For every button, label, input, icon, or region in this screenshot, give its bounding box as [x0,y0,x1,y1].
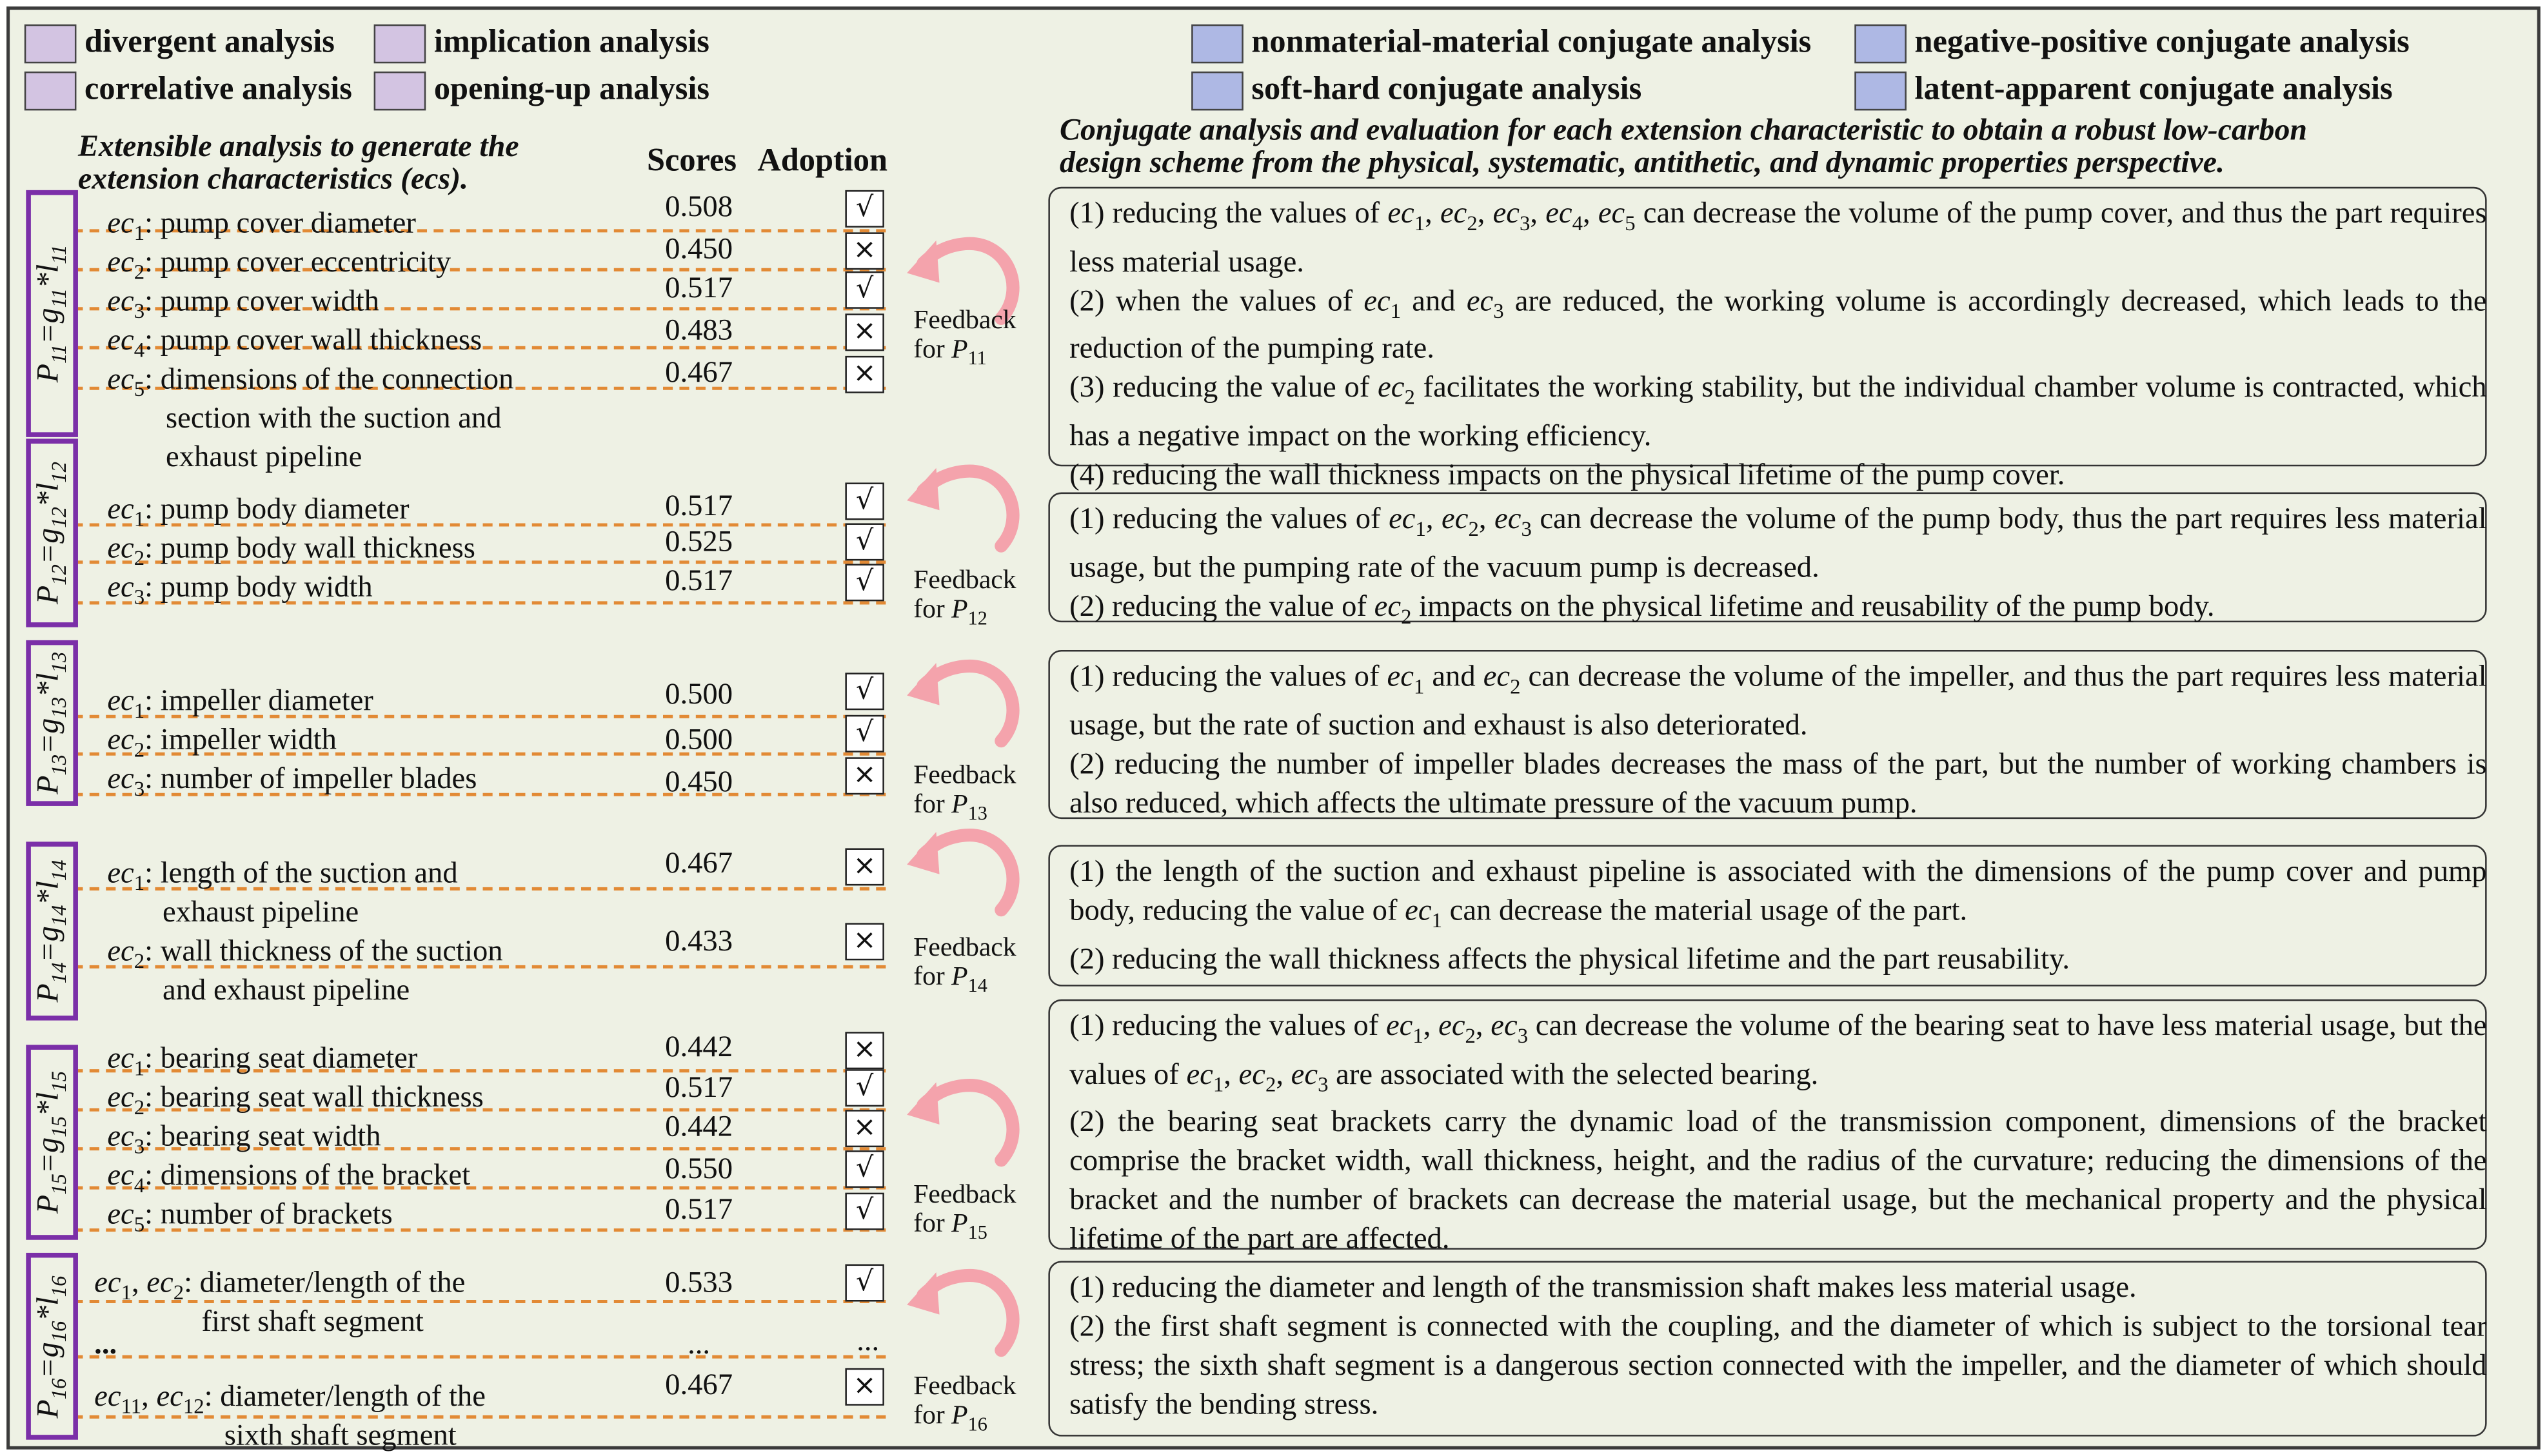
group-5-score: 0.517 [665,1072,733,1105]
group-1-ec-item: $ec_4$: pump cover wall thickness [107,325,482,362]
group-6-evaluation-text [1069,1269,2486,1425]
adoption-check-icon[interactable]: √ [845,482,884,520]
group-5-score: 0.517 [665,1194,733,1227]
group-4-feedback-target: for $P_{14}$ [913,960,987,997]
adoption-check-icon[interactable]: √ [845,673,884,710]
adoption-check-icon[interactable]: √ [845,715,884,753]
evaluation-point: (2) reducing the value of $ec_2$ impacts on the physical lifetime and reusability of the pump body. [1069,591,2215,628]
adoption-cross-icon[interactable]: × [845,1032,884,1069]
evaluation-point: (1) the length of the suction and exhaust pipeline is associated with the dimensions of the pump cover and pump body, reducing the value of $ec_1$ can decrease the material usage of the part. [1069,856,2487,932]
group-1-score: 0.467 [665,357,733,390]
group-6-ec-item: ... [94,1329,117,1362]
group-6-feedback-target: for $P_{16}$ [913,1399,987,1435]
evaluation-point: (1) reducing the values of $ec_1$, $ec_2$, $ec_3$ can decrease the volume of the pump body, thus the part requires less material usage, but the pumping rate of the vacuum pump is decreased. [1069,504,2487,585]
evaluation-point: (3) reducing the value of $ec_2$ facilitates the working stability, but the individual chamber volume is contracted, which has a negative impact on the working efficiency. [1069,373,2487,454]
group-2-ec-item: $ec_1$: pump body diameter [107,494,410,531]
group-6-score: 0.533 [665,1267,733,1300]
right-header-line2: design scheme from the physical, systematic, antithetic, and dynamic properties perspective. [1060,146,2225,181]
group-5-ec-item: $ec_3$: bearing seat width [107,1121,381,1158]
group-5-ec-item: $ec_1$: bearing seat diameter [107,1043,418,1081]
legend-swatch-soft-hard [1191,72,1244,110]
group-5-score: 0.442 [665,1111,733,1145]
legend-soft-hard: soft-hard conjugate analysis [1251,71,1642,108]
evaluation-point: (2) when the values of $ec_1$ and $ec_3$ are reduced, the working volume is accordingly decreased, which leads to the reduction of the pumping rate. [1069,285,2487,366]
legend-correlative: correlative analysis [84,71,352,108]
group-3-ec-item: $ec_1$: impeller diameter [107,685,373,723]
group-3-ec-item: $ec_3$: number of impeller blades [107,763,477,801]
group-5-product-box [26,1045,78,1239]
group-4-score: 0.433 [665,926,733,959]
group-5-ec-item: $ec_5$: number of brackets [107,1199,393,1236]
group-1-feedback-target: for $P_{11}$ [913,333,987,369]
group-1-score: 0.517 [665,273,733,306]
group-1-score: 0.450 [665,233,733,267]
group-4-evaluation-box [1048,845,2486,986]
group-1-product-box [26,190,78,437]
group-4-ec-item: $ec_1$: length of the suction and [107,858,458,895]
group-4-score: 0.467 [665,848,733,881]
group-1-score: 0.508 [665,192,733,224]
group-1-ec-item-continuation: exhaust pipeline [166,442,362,475]
group-5-feedback-target: for $P_{15}$ [913,1207,987,1244]
evaluation-point: (2) reducing the wall thickness affects the physical lifetime and the part reusability. [1069,943,2070,976]
evaluation-point: (1) reducing the diameter and length of the transmission shaft makes less material usage. [1069,1272,2137,1305]
group-4-feedback-label: Feedback [913,930,1016,962]
legend-swatch-negative-positive [1854,25,1907,63]
adoption-check-icon[interactable]: √ [845,523,884,560]
group-5-score: 0.442 [665,1032,733,1065]
legend-swatch-implication [374,25,426,63]
left-header-line2: extension characteristics (ecs). [77,162,469,197]
left-header-line1: Extensible analysis to generate the [77,130,519,164]
legend-nonmaterial-material: nonmaterial-material conjugate analysis [1251,24,1812,61]
group-5-product-label: $P_{15}=g_{15}*l_{15}$ [32,1071,71,1214]
group-5-score: 0.550 [665,1154,733,1186]
group-5-ec-item: $ec_4$: dimensions of the bracket [107,1160,471,1197]
group-1-score: 0.483 [665,315,733,348]
group-6-score: 0.467 [665,1370,733,1402]
group-2-evaluation-box [1048,493,2487,628]
group-2-ec-item: $ec_3$: pump body width [107,572,373,609]
group-4-ec-item: $ec_2$: wall thickness of the suction [107,936,503,973]
adoption-cross-icon[interactable]: × [845,848,884,885]
group-1-ec-item: $ec_2$: pump cover eccentricity [107,247,451,284]
adoption-cross-icon[interactable]: × [845,313,884,351]
group-4-evaluation-text [1069,853,2486,979]
group-3-product-box [26,640,78,806]
group-1-ec-item: $ec_3$: pump cover width [107,286,379,323]
group-4-product-box [26,841,78,1020]
group-2-score: 0.525 [665,526,733,559]
legend-swatch-divergent [25,25,77,63]
group-5-evaluation-text [1069,1007,2486,1260]
legend-latent-apparent: latent-apparent conjugate analysis [1914,71,2393,108]
legend-implication: implication analysis [433,24,709,61]
legend-swatch-correlative [25,72,77,110]
group-3-feedback-label: Feedback [913,758,1016,790]
group-6-product-label: $P_{16}=g_{16}*l_{16}$ [32,1275,71,1418]
group-6-adoption-ellipsis: ... [857,1326,880,1359]
group-6-score: ... [688,1329,711,1362]
group-6-ec-item-continuation: first shaft segment [201,1306,424,1339]
group-4-feedback-arrow-icon [904,825,1034,923]
group-3-evaluation-text [1069,658,2486,823]
group-6-ec-item-continuation: sixth shaft segment [224,1420,457,1453]
group-3-score: 0.500 [665,679,733,712]
adoption-check-icon[interactable]: √ [845,1150,884,1188]
group-1-evaluation-text [1069,195,2486,495]
group-2-feedback-target: for $P_{12}$ [913,593,987,629]
adoption-check-icon[interactable]: √ [845,271,884,309]
evaluation-point: (1) reducing the values of $ec_1$, $ec_2$, $ec_3$, $ec_4$, $ec_5$ can decrease the volume of the pump cover, and thus the part requires less material usage. [1069,198,2487,279]
evaluation-point: (4) reducing the wall thickness impacts on the physical lifetime of the pump cover. [1069,460,2065,493]
group-6-feedback-arrow-icon [904,1266,1034,1363]
scores-header: Scores [646,143,737,179]
group-2-evaluation-text [1069,500,2486,636]
group-6-feedback-label: Feedback [913,1370,1016,1401]
group-5-feedback-arrow-icon [904,1076,1034,1173]
group-1-evaluation-box [1048,187,2487,493]
group-5-feedback-label: Feedback [913,1178,1016,1209]
group-6-product-box [26,1253,78,1440]
legend-swatch-latent-apparent [1854,72,1907,110]
adoption-cross-icon[interactable]: × [845,356,884,393]
group-1-ec-item: $ec_5$: dimensions of the connection [107,364,514,401]
group-2-score: 0.517 [665,491,733,524]
group-3-score: 0.450 [665,767,733,800]
legend-negative-positive: negative-positive conjugate analysis [1914,24,2410,61]
evaluation-point: (1) reducing the values of $ec_1$, $ec_2$, $ec_3$ can decrease the volume of the bearing seat to have less material usage, but the values of $ec_1$, $ec_2$, $ec_3$ are associated with the selected bearing. [1069,1010,2487,1096]
evaluation-point: (2) the first shaft segment is connected with the coupling, and the diameter of which is subject to the torsional tear stress; the sixth shaft segment is a dangerous section connected with the impeller, and the diameter of which should satisfy the bending stress. [1069,1311,2487,1422]
evaluation-point: (1) reducing the values of $ec_1$ and $ec_2$ can decrease the volume of the impeller, and thus the part requires less material usage, but the rate of suction and exhaust is also deteriorated. [1069,661,2487,742]
group-5-ec-item: $ec_2$: bearing seat wall thickness [107,1082,484,1119]
evaluation-point: (2) the bearing seat brackets carry the dynamic load of the transmission component, dimensions of the bracket comprise the bracket width, wall thickness, height, and the radius of the curvature; reducing the dimensions of the bracket and the number of brackets can decrease the material usage, but the mechanical property and the physical lifetime of the part are affected. [1069,1107,2487,1257]
adoption-cross-icon[interactable]: × [845,1110,884,1147]
group-2-feedback-arrow-icon [904,462,1034,559]
group-3-product-label: $P_{13}=g_{13}*l_{13}$ [32,651,71,794]
group-3-feedback-target: for $P_{13}$ [913,788,987,825]
group-2-feedback-label: Feedback [913,564,1016,595]
group-3-ec-item: $ec_2$: impeller width [107,724,337,762]
group-6-ec-item: $ec_1$, $ec_2$: diameter/length of the [94,1267,466,1304]
group-1-ec-item-continuation: section with the suction and [166,402,502,436]
group-1-product-label: $P_{11}=g_{11}*l_{11}$ [32,244,71,383]
adoption-cross-icon[interactable]: × [845,232,884,270]
group-2-product-label: $P_{12}=g_{12}*l_{12}$ [32,462,71,605]
group-4-ec-item-continuation: exhaust pipeline [163,897,359,930]
adoption-check-icon[interactable]: √ [845,190,884,228]
evaluation-point: (2) reducing the number of impeller blades decreases the mass of the part, but the number of working chambers is also reduced, which affects the ultimate pressure of the vacuum pump. [1069,748,2487,820]
group-1-feedback-label: Feedback [913,304,1016,335]
group-4-ec-item-continuation: and exhaust pipeline [163,975,410,1008]
adoption-header: Adoption [757,143,887,179]
group-6-ec-item: $ec_{11}$, $ec_{12}$: diameter/length of the [94,1381,486,1419]
group-1-ec-item: $ec_1$: pump cover diameter [107,208,416,245]
group-2-product-box [26,438,78,627]
adoption-check-icon[interactable]: √ [845,564,884,601]
right-header-line1: Conjugate analysis and evaluation for each extension characteristic to obtain a robust low-carbon [1060,113,2308,148]
legend-swatch-nonmaterial-material [1191,25,1244,63]
group-2-ec-item: $ec_2$: pump body wall thickness [107,533,475,570]
group-2-score: 0.517 [665,565,733,598]
group-3-evaluation-box [1048,650,2486,819]
adoption-cross-icon[interactable]: × [845,923,884,960]
adoption-cross-icon[interactable]: × [845,757,884,794]
legend-divergent: divergent analysis [84,24,335,61]
adoption-check-icon[interactable]: √ [845,1193,884,1230]
group-4-product-label: $P_{14}=g_{14}*l_{14}$ [32,860,71,1003]
legend-opening-up: opening-up analysis [433,71,710,108]
group-3-feedback-arrow-icon [904,656,1034,754]
adoption-check-icon[interactable]: √ [845,1264,884,1302]
group-3-score: 0.500 [665,724,733,758]
adoption-cross-icon[interactable]: × [845,1368,884,1406]
group-6-evaluation-box [1048,1261,2486,1437]
legend-swatch-opening-up [374,72,426,110]
group-5-evaluation-box [1048,999,2487,1257]
adoption-check-icon[interactable]: √ [845,1069,884,1107]
